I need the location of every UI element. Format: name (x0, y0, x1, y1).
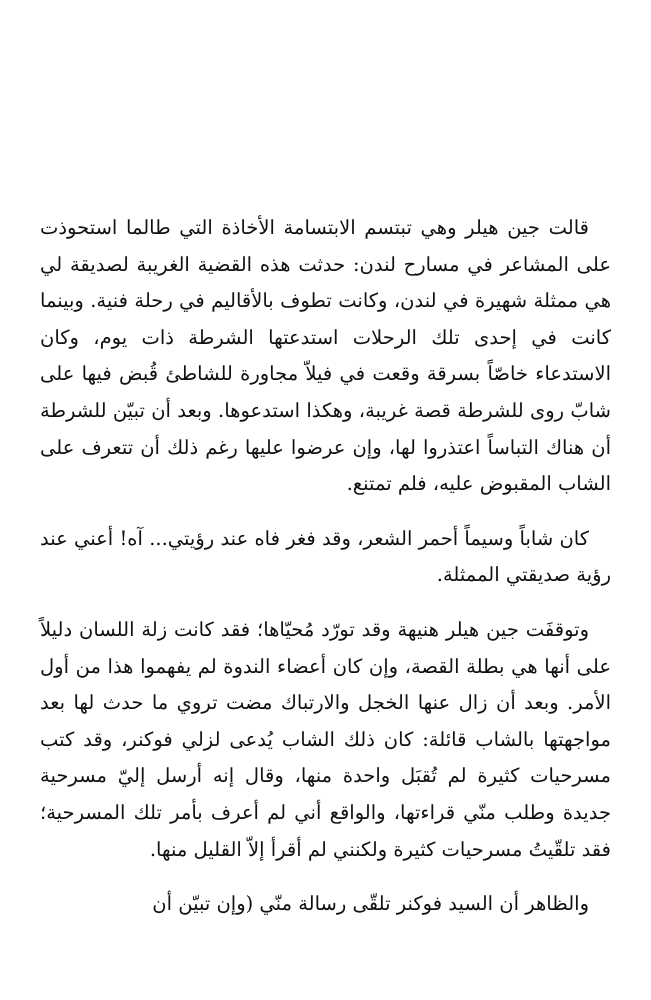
body-text (40, 210, 611, 941)
paragraph-4: والظاهر أن السيد فوكنر تلقّى رسالة منّي (وإن تبيّن أن (152, 892, 589, 916)
paragraph-3: وتوقفَت جين هيلر هنيهة وقد تورّد مُحيّاها؛ فقد كانت زلة اللسان دليلاً على أنها هي بطلة القصة، وإن كان أعضاء الندوة لم يفهموا هذا من أول الأمر. وبعد أن زال عنها الخجل والارتباك مضت تروي ما حدث لها بعد مواجهتها بالشاب قائلة: كان ذلك الشاب يُدعى لزلي فوكنر، وقد كتب مسرحيات كثيرة لم تُقبَل واحدة منها، وقال إنه أرسل إليّ مسرحية جديدة وطلب منّي قراءتها، والواقع أني لم أعرف بأمر تلك المسرحية؛ فقد تلقّيتُ مسرحيات كثيرة ولكنني لم أقرأ إلاّ القليل منها. (40, 617, 612, 861)
paragraph-2: كان شاباً وسيماً أحمر الشعر، وقد فغر فاه عند رؤيتي... آه! أعني عند رؤية صديقتي الممثلة. (40, 526, 611, 587)
paragraph-1: قالت جين هيلر وهي تبتسم الابتسامة الأخاذة التي طالما استحوذت على المشاعر في مسارح لندن: حدثت هذه القضية الغريبة لصديقة لي هي ممثلة شهيرة في لندن، وكانت تطوف بالأقاليم في رحلة فنية. وبينما كانت في إحدى تلك الرحلات استدعتها الشرطة ذات يوم، وكان الاستدعاء خاصّاً بسرقة وقعت في فيلاّ مجاورة للشاطئ قُبض فيها على شابّ روى للشرطة قصة غريبة، وهكذا استدعوها. وبعد أن تبيّن للشرطة أن هناك التباساً اعتذروا لها، وإن عرضوا عليها رغم ذلك أن تتعرف على الشاب المقبوض عليه، فلم تمتنع. (40, 216, 611, 496)
